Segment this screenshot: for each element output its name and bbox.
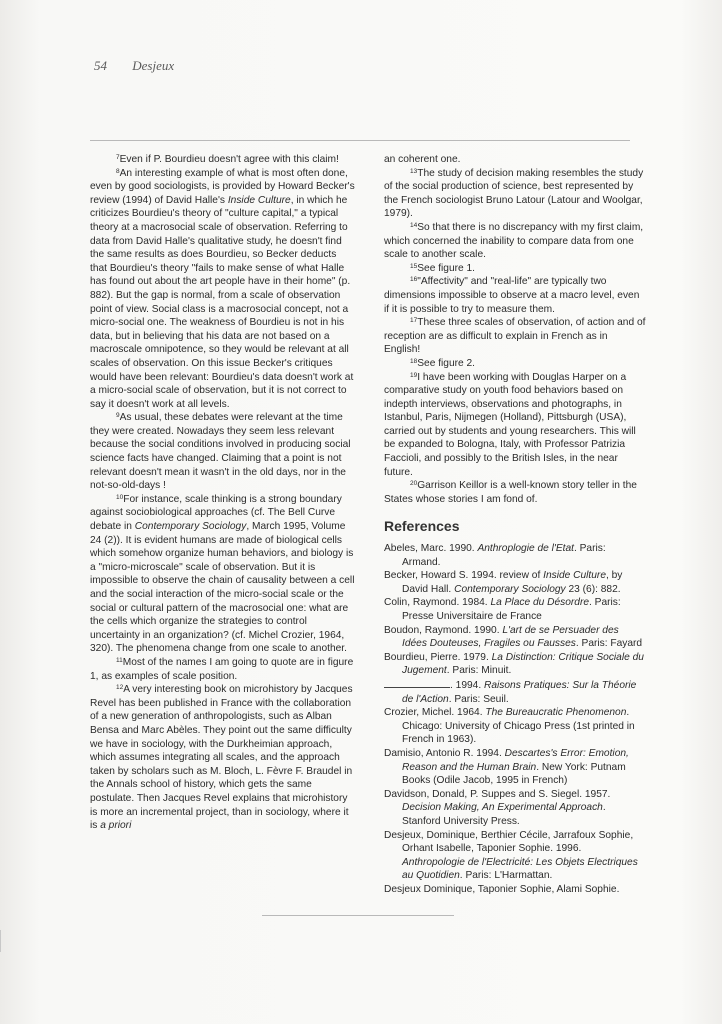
footnote-text: A very interesting book on microhistory by Jacques Revel has been published in France with the collaboration of a new generation of anthropologists, such as Alban Bensa and Marc Abèles. They point out the same difficulty we have in sociology, with the Durkheimian approach, which assumes integrating all scales, and the approach taken by scholars such as M. Bloch, L. Fèvre F. Braudel in the Annals school of history, which gets the same postulate. Then Jacques Revel explains that microhistory is more an incremental project, than in sociology, where it is xyxy=(90,684,353,832)
reference-author: Colin, Raymond. 1984. xyxy=(384,597,491,609)
footnote xyxy=(384,275,646,316)
reference-author: Desjeux Dominique, Taponier Sophie, Alami Sophie. xyxy=(384,883,620,895)
footnote-text: For instance, scale thinking is a strong boundary against sociobiological approaches (cf. The Bell Curve debate in xyxy=(90,493,342,533)
footnote-number: 11 xyxy=(116,656,123,664)
footnote-text: "Affectivity" and "real-life" are typically two dimensions impossible to observe at a macro level, even if it is possible to try to measure them. xyxy=(384,276,640,315)
reference-author: . 1994. xyxy=(450,679,484,691)
footnote xyxy=(90,411,356,493)
header-rule xyxy=(90,140,630,141)
reference-entry xyxy=(384,706,646,747)
footnote-number: 12 xyxy=(116,684,124,692)
reference-author: Boudon, Raymond. 1990. xyxy=(384,624,503,636)
footnote-text: Most of the names I am going to quote are in figure 1, as examples of scale position. xyxy=(90,656,354,682)
footnote-text: See figure 1. xyxy=(417,262,476,274)
footnote-text: , March 1995, Volume 24 (2)). It is evident humans are made of biological cells which somehow organize human behaviors, and biology is a "micro-microscale" scale of observation. But it is impossible to observe the chain of causality between a cell and the social interaction of the micro-social scale or the social or cultural pattern of the macrosocial one: what are the cells which organize the strategies to control uncertainty in an organization? (cf. Michel Crozier, 1964, 320). The phenomena change from one scale to another. xyxy=(90,521,355,655)
footnote-text: I have been working with Douglas Harper on a comparative study on youth food behaviors based on indepth interviews, observations and photographs, in Istanbul, Paris, Nijmegen (Holland), Pittsburgh (USA), carried out by students and young researchers. This will be expanded to Bologna, Italy, with Professor Patrizia Faccioli, and possibly to the British Isles, in the near future. xyxy=(384,371,636,478)
right-notes xyxy=(384,153,646,506)
footer-rule xyxy=(262,915,454,916)
reference-author: Becker, Howard S. 1994. review of xyxy=(384,570,544,582)
reference-title: Descartes's Error: Emotion, Reason and the Human Brain xyxy=(402,747,629,773)
footnote-text: As usual, these debates were relevant at the time they were created. Nowadays they seem less relevant because the social conditions involved in producing social science facts have changed. Claiming that a point is not relevant doesn't mean it wasn't in the old days, nor in the not-so-old-days ! xyxy=(90,412,351,492)
footnote-number: 20 xyxy=(410,480,418,488)
reference-publisher: . Stanford University Press. xyxy=(402,802,606,827)
footnote xyxy=(384,479,646,506)
footnote-text: See figure 2. xyxy=(417,357,476,369)
reference-publisher: . Paris: Minuit. xyxy=(446,665,512,677)
reference-entry xyxy=(384,747,646,788)
reference-author: Crozier, Michel. 1964. xyxy=(384,707,486,719)
reference-publisher: 23 (6): 882. xyxy=(565,583,621,595)
reference-author: Bourdieu, Pierre. 1979. xyxy=(384,651,492,663)
ditto-rule xyxy=(384,678,450,688)
reference-title: L'art de se Persuader des Idées Douteuses, Fragiles ou Fausses xyxy=(402,624,619,650)
reference-entry xyxy=(384,651,646,678)
footnote-number: 8 xyxy=(116,167,120,175)
footnote-number: 17 xyxy=(410,317,418,325)
reference-author: Damisio, Antonio R. 1994. xyxy=(384,747,505,759)
reference-publisher: . New York: Putnam Books (Odile Jacob, 1995 in French) xyxy=(402,761,626,787)
reference-entry xyxy=(384,542,646,569)
reference-title: Contemporary Sociology xyxy=(454,583,566,595)
footnote xyxy=(90,493,356,656)
footnote xyxy=(90,656,356,683)
reference-entry xyxy=(384,829,646,883)
reference-title: The Bureaucratic Phenomenon xyxy=(485,707,627,719)
reference-author: Desjeux, Dominique, Berthier Cécile, Jarrafoux Sophie, Orhant Isabelle, Taponier Sophie. 1996. xyxy=(384,829,634,855)
reference-entry xyxy=(384,569,646,596)
footnote-number: 7 xyxy=(116,154,120,161)
reference-publisher: . Paris: Seuil. xyxy=(448,693,509,705)
page-edge-mark xyxy=(0,930,19,952)
reference-author: Davidson, Donald, P. Suppes and S. Siegel. 1957. xyxy=(384,788,611,800)
footnote xyxy=(384,167,646,221)
footnote-text: an coherent one. xyxy=(384,154,461,165)
running-head-author: Desjeux xyxy=(132,58,175,73)
reference-author: Abeles, Marc. 1990. xyxy=(384,543,478,555)
footnote xyxy=(384,262,646,276)
footnote-text: The study of decision making resembles the study of the social production of science, best represented by the French sociologist Bruno Latour (Latour and Woolgar, 1979). xyxy=(384,167,644,220)
references-heading: References xyxy=(384,518,460,535)
footnote-italic: Inside Culture xyxy=(227,194,291,206)
footnote-number: 16 xyxy=(410,276,418,284)
footnote xyxy=(90,153,356,167)
right-column xyxy=(384,153,646,896)
reference-title: La Place du Désordre xyxy=(490,597,590,609)
footnote xyxy=(384,221,646,262)
reference-title: Anthropologie de l'Electricité: Les Objets Electriques au Quotidien xyxy=(402,856,638,882)
footnote xyxy=(384,153,646,167)
reference-title: La Distinction: Critique Sociale du Jugement xyxy=(402,651,644,677)
footnote xyxy=(384,316,646,357)
footnote xyxy=(90,683,356,833)
footnote-number: 14 xyxy=(410,221,418,229)
footnote-text: Even if P. Bourdieu doesn't agree with this claim! xyxy=(119,154,339,165)
footnote-number: 10 xyxy=(116,493,124,501)
footnote xyxy=(90,167,356,412)
reference-publisher: . Paris: Armand. xyxy=(402,543,606,568)
footnote-number: 9 xyxy=(116,412,120,420)
page-number: 54 xyxy=(94,58,107,73)
footnote-text: An interesting example of what is most often done, even by good sociologists, is provided by Howard Becker's review (1994) of David Halle's xyxy=(90,167,355,206)
reference-entry xyxy=(384,624,646,651)
reference-entry xyxy=(384,883,646,897)
reference-entry xyxy=(384,596,646,623)
reference-publisher: . Paris: Fayard xyxy=(575,638,643,650)
footnote-number: 18 xyxy=(410,357,418,365)
footnote-text: Garrison Keillor is a well-known story teller in the States whose stories I am fond of. xyxy=(384,480,637,505)
running-head xyxy=(94,58,174,74)
footnote-number: 15 xyxy=(410,262,418,270)
left-column xyxy=(90,153,356,833)
reference-publisher: . Paris: L'Harmattan. xyxy=(459,870,553,882)
footnote-italic: a priori xyxy=(100,820,132,832)
footnote xyxy=(384,371,646,480)
reference-title: Decision Making, An Experimental Approach xyxy=(402,802,603,814)
reference-title: Inside Culture xyxy=(543,570,606,582)
reference-title: Anthroplogie de l'Etat xyxy=(477,543,574,555)
reference-publisher: . Chicago: University of Chicago Press (1st printed in French in 1963). xyxy=(402,707,635,746)
reference-entry xyxy=(384,788,646,829)
references-list xyxy=(384,542,646,896)
footnote xyxy=(384,357,646,371)
footnote-number: 19 xyxy=(410,371,418,379)
reference-entry xyxy=(384,678,646,706)
footnote-number: 13 xyxy=(410,167,418,175)
reference-publisher: . Paris: Presse Universitaire de France xyxy=(402,597,621,622)
reference-publisher: , by David Hall. xyxy=(402,570,623,595)
footnote-text: So that there is no discrepancy with my first claim, which concerned the inability to compare data from one scale to another scale. xyxy=(384,221,644,261)
reference-title: Raisons Pratiques: Sur la Théorie de l'Action xyxy=(402,679,637,705)
footnote-text: , in which he criticizes Bourdieu's theory of "culture capital," a typical theory at a macrosocial scale of observation. Referring to data from David Halle's qualitative study, he doesn't find the same results as does Bourdieu, so Becker deducts that Bourdieu's theory "fails to make sense of what Halle has found out about the art people have in their home" (p. 882). But the gap is normal, from a scale of observation point of view. Social class is a macrosocial concept, not a micro-social one. The weakness of Bourdieu is not in his data, but in believing that his data are not based on a macroscale omnipotence, so they would be relevant at all scales of observation. On this issue Becker's critiques would have been relevant: Bourdieu's data doesn't work at a micro-social scale of observation, but it is not correct to say it doesn't work at all levels. xyxy=(90,194,354,410)
footnote-text: These three scales of observation, of action and of reception are as difficult to explain in French as in English! xyxy=(384,317,646,356)
footnote-italic: Contemporary Sociology xyxy=(134,521,247,533)
